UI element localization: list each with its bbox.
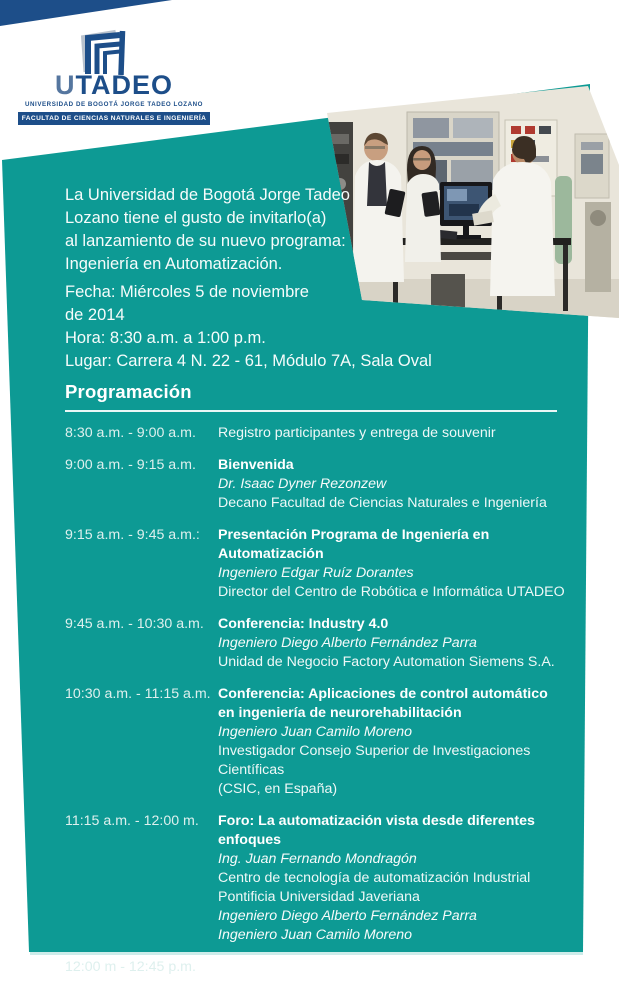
schedule-line: Ingeniero Diego Alberto Fernández Parra — [218, 635, 477, 651]
schedule-time: 11:15 a.m. - 12:00 m. — [65, 813, 199, 829]
schedule-time: 12:00 m - 12:45 p.m. — [65, 959, 196, 975]
schedule-description — [218, 958, 570, 977]
stacked-pages-icon — [72, 26, 136, 76]
schedule-line: en ingeniería de neurorehabilitación — [218, 705, 462, 721]
event-details — [65, 281, 485, 373]
schedule-line: Presentación Programa de Ingeniería en Automatización — [218, 527, 490, 562]
schedule-line: Bienvenida — [218, 457, 294, 473]
schedule-line: Registro participantes y entrega de souvenir — [218, 425, 496, 441]
schedule-line: Ingeniero Diego Alberto Fernández Parra — [218, 908, 477, 924]
faculty-banner: FACULTAD DE CIENCIAS NATURALES E INGENIERÍA — [18, 112, 210, 125]
schedule-line: Conferencia: Aplicaciones de control automático — [218, 686, 548, 702]
schedule-row — [65, 456, 570, 513]
schedule-row — [65, 526, 570, 602]
schedule-row — [65, 812, 570, 945]
schedule-list — [65, 424, 570, 990]
schedule-description — [218, 615, 570, 672]
invitation-line: Ingeniería en Automatización. — [65, 255, 283, 273]
utadeo-logo — [14, 26, 214, 128]
schedule-line: Ingeniero Juan Camilo Moreno — [218, 927, 413, 943]
schedule-description — [218, 456, 570, 513]
schedule-line: Ingeniero Juan Camilo Moreno — [218, 724, 413, 740]
schedule-line: Foro: La automatización vista desde diferentes enfoques — [218, 813, 535, 848]
schedule-description — [218, 685, 570, 799]
event-time: Hora: 8:30 a.m. a 1:00 p.m. — [65, 329, 266, 347]
event-location: Lugar: Carrera 4 N. 22 - 61, Módulo 7A, Sala Oval — [65, 352, 432, 370]
event-date-line2: de 2014 — [65, 306, 125, 324]
schedule-description — [218, 424, 570, 443]
schedule-row — [65, 958, 570, 977]
schedule-row — [65, 615, 570, 672]
schedule-row — [65, 424, 570, 443]
schedule-title: Programación — [65, 381, 192, 402]
invitation-line: al lanzamiento de su nuevo programa: — [65, 232, 346, 250]
schedule-line: Investigador Consejo Superior de Investigaciones Científicas — [218, 743, 531, 778]
logo-tagline: UNIVERSIDAD DE BOGOTÁ JORGE TADEO LOZANO — [25, 101, 203, 108]
schedule-line: Conferencia: Industry 4.0 — [218, 616, 389, 632]
schedule-divider — [65, 410, 557, 412]
schedule-line: Centro de tecnología de automatización Industrial — [218, 870, 531, 886]
schedule-time: 10:30 a.m. - 11:15 a.m. — [65, 686, 211, 702]
schedule-time: 9:45 a.m. - 10:30 a.m. — [65, 616, 204, 632]
invitation-line: La Universidad de Bogotá Jorge Tadeo — [65, 186, 350, 204]
event-date-line1: Fecha: Miércoles 5 de noviembre — [65, 283, 309, 301]
logo-wordmark — [14, 72, 214, 99]
schedule-line: Director del Centro de Robótica e Informática UTADEO — [218, 584, 565, 600]
schedule-line: (CSIC, en España) — [218, 781, 338, 797]
schedule-time: 9:00 a.m. - 9:15 a.m. — [65, 457, 196, 473]
schedule-line: Ing. Juan Fernando Mondragón — [218, 851, 417, 867]
schedule-description — [218, 812, 570, 945]
schedule-line: Unidad de Negocio Factory Automation Siemens S.A. — [218, 654, 555, 670]
schedule-time: 8:30 a.m. - 9:00 a.m. — [65, 425, 196, 441]
schedule-line: Ingeniero Edgar Ruíz Dorantes — [218, 565, 414, 581]
invitation-text — [65, 184, 355, 276]
schedule-description — [218, 526, 570, 602]
logo-letter-u: U — [55, 70, 76, 100]
corner-triangle-decoration — [0, 0, 172, 26]
schedule-time: 9:15 a.m. - 9:45 a.m.: — [65, 527, 200, 543]
invitation-line: Lozano tiene el gusto de invitarlo(a) — [65, 209, 327, 227]
schedule-line: Decano Facultad de Ciencias Naturales e Ingeniería — [218, 495, 547, 511]
schedule-line: Evento social “Network” — [218, 959, 384, 975]
schedule-line: Dr. Isaac Dyner Rezonzew — [218, 476, 387, 492]
schedule-row — [65, 685, 570, 799]
logo-letters-tadeo: TADEO — [75, 70, 173, 100]
schedule-line: Pontificia Universidad Javeriana — [218, 889, 420, 905]
